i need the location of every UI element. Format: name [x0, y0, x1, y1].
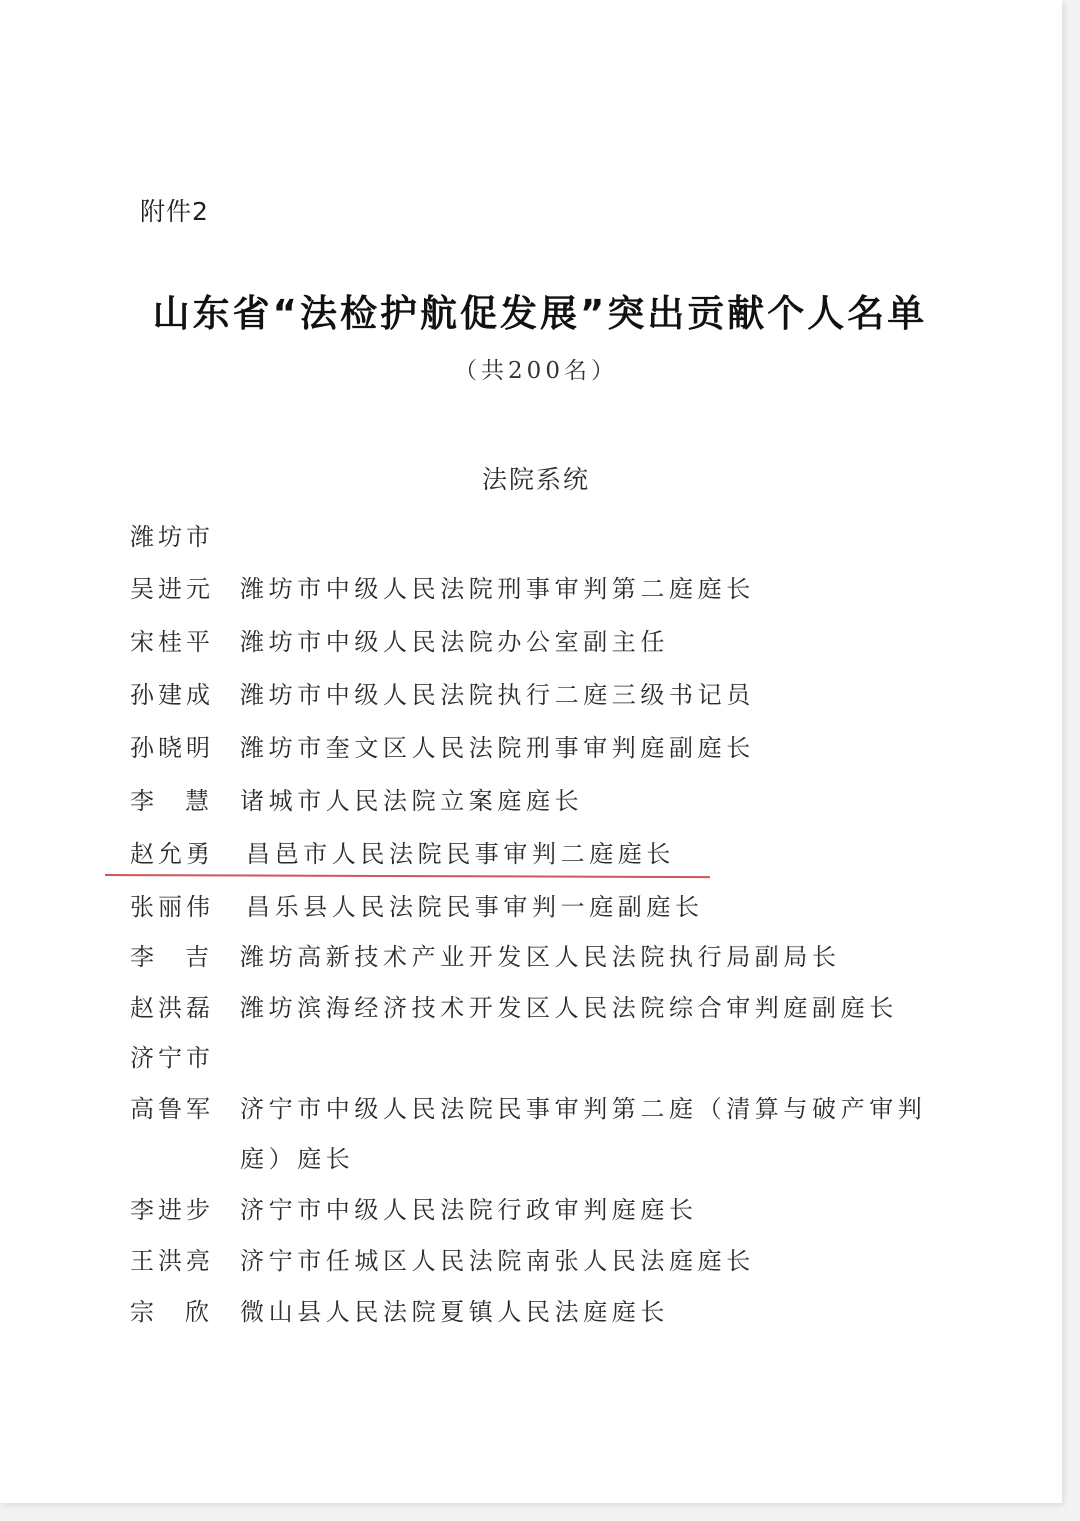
count-note: （共200名）	[454, 358, 618, 384]
list-item	[130, 1241, 930, 1277]
list-item	[130, 622, 930, 658]
person-title: 潍坊市中级人民法院刑事审判第二庭庭长	[240, 575, 755, 603]
person-name: 李吉	[130, 943, 240, 971]
person-title: 昌乐县人民法院民事审判一庭副庭长	[246, 893, 704, 921]
person-title: 潍坊市中级人民法院办公室副主任	[240, 628, 669, 656]
page-title: 山东省“法检护航促发展”突出贡献个人名单	[152, 292, 928, 335]
city-heading: 济宁市	[130, 1044, 214, 1072]
city-heading: 潍坊市	[130, 523, 214, 551]
person-title-continuation: 庭）庭长	[240, 1145, 355, 1173]
attachment-label: 附件2	[140, 197, 209, 226]
person-title: 微山县人民法院夏镇人民法庭庭长	[240, 1298, 669, 1326]
person-name: 张丽伟	[130, 893, 214, 921]
person-name: 高鲁军	[130, 1095, 214, 1123]
person-title: 诸城市人民法院立案庭庭长	[240, 787, 584, 815]
list-item	[130, 887, 930, 923]
person-title: 济宁市任城区人民法院南张人民法庭庭长	[240, 1247, 755, 1275]
list-item	[130, 569, 930, 605]
list-item	[130, 1292, 930, 1328]
list-item	[130, 1190, 930, 1226]
list-item	[130, 834, 930, 870]
person-title: 济宁市中级人民法院行政审判庭庭长	[240, 1196, 698, 1224]
list-item	[130, 781, 930, 817]
person-title: 昌邑市人民法院民事审判二庭庭长	[246, 840, 675, 868]
person-title: 潍坊滨海经济技术开发区人民法院综合审判庭副庭长	[240, 994, 898, 1022]
person-name: 李慧	[130, 787, 240, 815]
list-item	[130, 1089, 930, 1125]
person-title: 潍坊高新技术产业开发区人民法院执行局副局长	[240, 943, 841, 971]
person-name: 孙建成	[130, 681, 214, 709]
list-item	[130, 988, 930, 1024]
person-name: 吴进元	[130, 575, 214, 603]
person-name: 王洪亮	[130, 1247, 214, 1275]
list-item	[130, 728, 930, 764]
person-name: 孙晓明	[130, 734, 214, 762]
person-name: 赵允勇	[130, 840, 214, 868]
list-item	[130, 675, 930, 711]
person-name: 宋桂平	[130, 628, 214, 656]
person-name: 李进步	[130, 1196, 214, 1224]
person-title: 潍坊市中级人民法院执行二庭三级书记员	[240, 681, 755, 709]
section-heading: 法院系统	[481, 465, 590, 494]
person-name: 赵洪磊	[130, 994, 214, 1022]
person-title: 济宁市中级人民法院民事审判第二庭（清算与破产审判	[240, 1095, 927, 1123]
person-name: 宗欣	[130, 1298, 240, 1326]
red-underline-mark	[105, 874, 710, 878]
person-title: 潍坊市奎文区人民法院刑事审判庭副庭长	[240, 734, 755, 762]
list-item	[130, 937, 930, 973]
